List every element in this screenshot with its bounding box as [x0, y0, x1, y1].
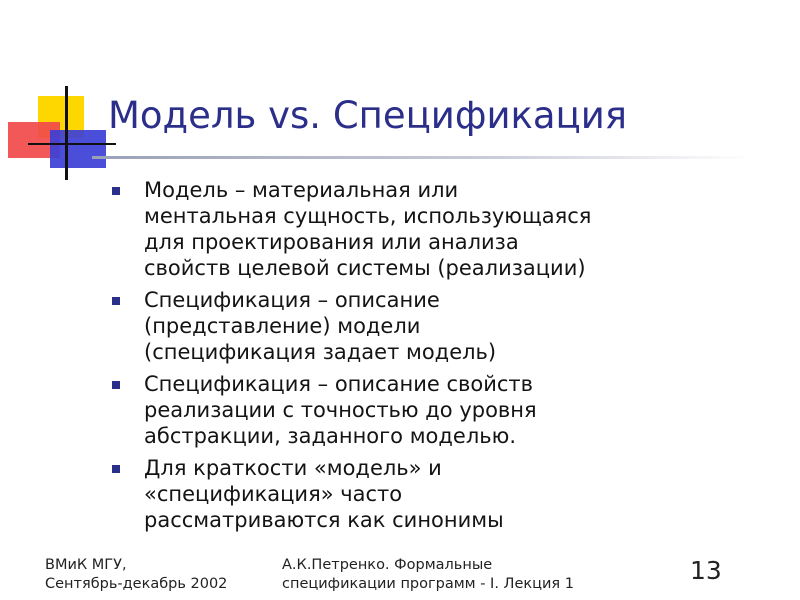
- bullet-square-icon: [112, 187, 120, 195]
- logo-horizontal-line: [28, 143, 116, 145]
- bullet-text: Модель – материальная или ментальная сущность, использующаяся для проектирования или анализа свойств целевой системы (реализации): [144, 178, 592, 280]
- bullet-text: Спецификация – описание свойств реализации с точностью до уровня абстракции, заданного моделью.: [144, 372, 537, 448]
- bullet-square-icon: [112, 465, 120, 473]
- footer-author-course: А.К.Петренко. Формальные спецификации программ - I. Лекция 1: [282, 557, 574, 592]
- list-item: [112, 287, 752, 365]
- bullet-text: Для краткости «модель» и «спецификация» часто рассматриваются как синонимы: [144, 456, 504, 532]
- page-number: 13: [690, 556, 722, 585]
- title-divider: [92, 156, 752, 159]
- slide-title: Модель vs. Спецификация: [108, 94, 628, 137]
- bullet-text: Спецификация – описание (представление) модели (спецификация задает модель): [144, 288, 497, 364]
- bullet-square-icon: [112, 381, 120, 389]
- list-item: [112, 371, 752, 449]
- blue-square: [50, 130, 106, 168]
- list-item: [112, 177, 752, 281]
- logo-vertical-line: [65, 86, 68, 180]
- bullet-list: [112, 177, 752, 539]
- footer-institution: ВМиК МГУ, Сентябрь-декабрь 2002: [45, 557, 228, 592]
- list-item: [112, 455, 752, 533]
- bullet-square-icon: [112, 297, 120, 305]
